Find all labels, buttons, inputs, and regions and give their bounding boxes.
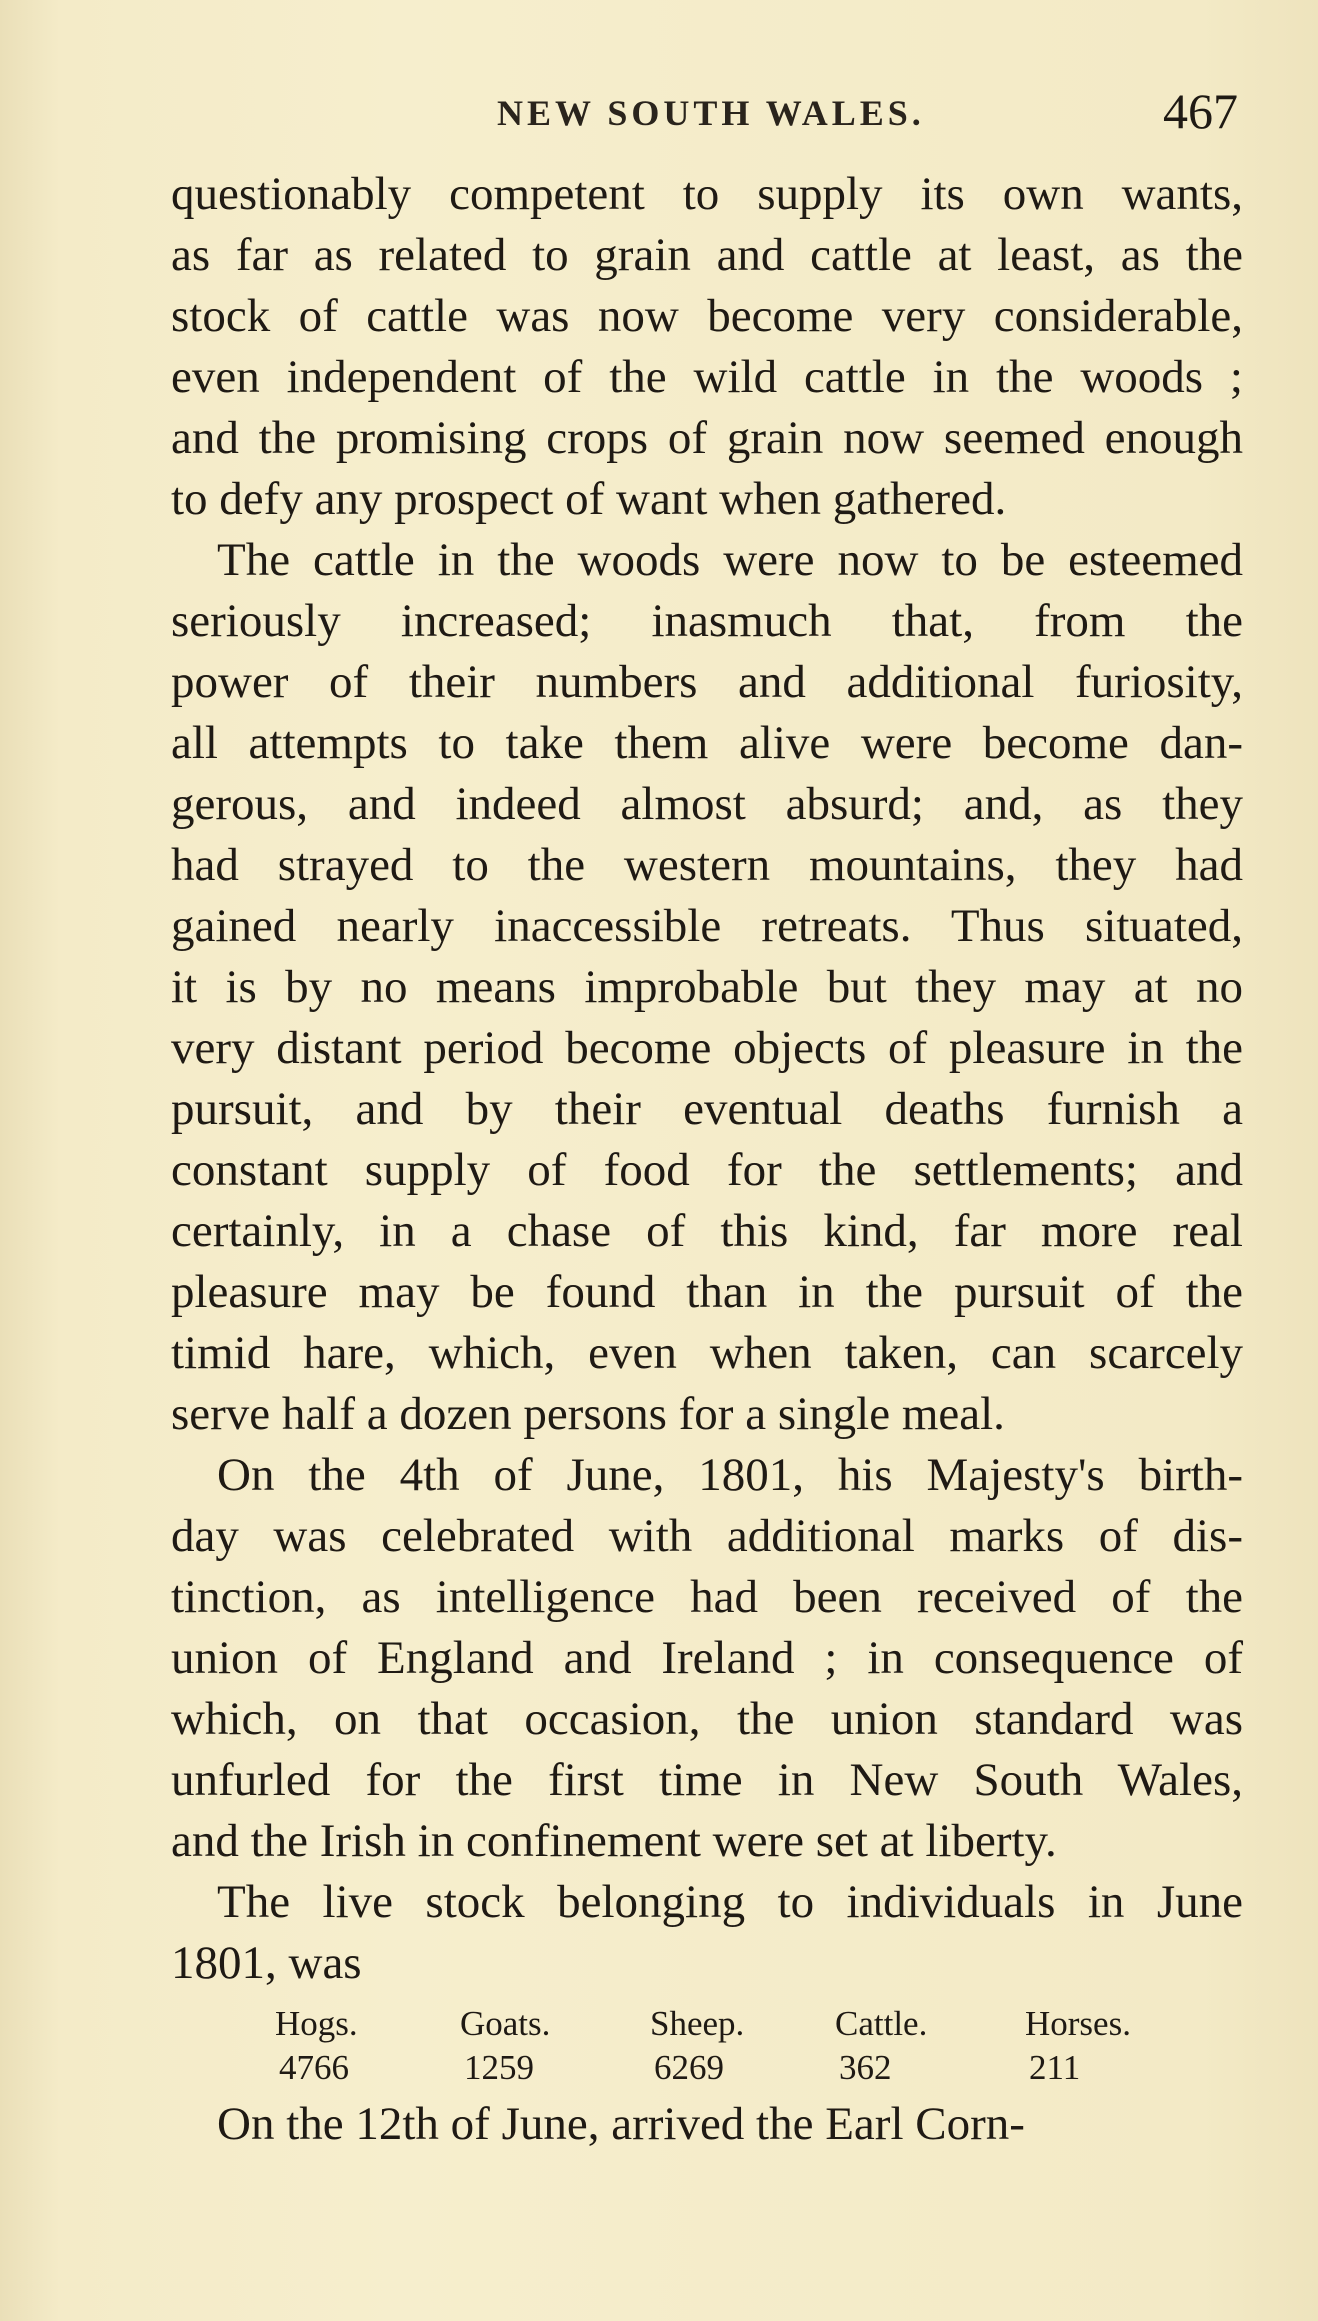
text-line: timid hare, which, even when taken, can scarcely (171, 1327, 1243, 1379)
paragraph-3 (171, 1445, 1243, 1872)
table-header-cell: Hogs. (275, 2004, 358, 2043)
table-value-cell: 1259 (464, 2048, 534, 2087)
paragraph-2 (171, 530, 1243, 1445)
paragraph-1 (171, 164, 1243, 530)
text-line: which, on that occasion, the union standard was (171, 1693, 1243, 1745)
table-header-cell: Cattle. (835, 2004, 928, 2043)
text-line: and the promising crops of grain now seemed enough (171, 412, 1243, 464)
text-line: day was celebrated with additional marks of dis- (171, 1510, 1243, 1562)
text-line: power of their numbers and additional furiosity, (171, 656, 1243, 708)
page-number: 467 (1163, 83, 1238, 139)
text-line: questionably competent to supply its own wants, (171, 168, 1243, 220)
text-line: even independent of the wild cattle in the woods ; (171, 351, 1243, 403)
text-line: On the 4th of June, 1801, his Majesty's birth- (217, 1449, 1243, 1501)
table-header-cell: Horses. (1025, 2004, 1131, 2043)
table-header-cell: Goats. (460, 2004, 551, 2043)
text-line: seriously increased; inasmuch that, from the (171, 595, 1243, 647)
text-line: tinction, as intelligence had been received of the (171, 1571, 1243, 1623)
text-line: as far as related to grain and cattle at least, as the (171, 229, 1243, 281)
text-line: all attempts to take them alive were become dan- (171, 717, 1243, 769)
table-header-cell: Sheep. (650, 2004, 745, 2043)
page-header (0, 82, 1318, 142)
text-line: gerous, and indeed almost absurd; and, as they (171, 778, 1243, 830)
text-line: The cattle in the woods were now to be esteemed (217, 534, 1243, 586)
text-line: stock of cattle was now become very considerable, (171, 290, 1243, 342)
table-value-cell: 211 (1029, 2048, 1081, 2087)
text-line: 1801, was (171, 1937, 362, 1989)
text-line: certainly, in a chase of this kind, far more real (171, 1205, 1243, 1257)
table-value-cell: 6269 (654, 2048, 724, 2087)
table-value-cell: 4766 (279, 2048, 349, 2087)
text-line: very distant period become objects of pleasure in the (171, 1022, 1243, 1074)
text-line: union of England and Ireland ; in consequence of (171, 1632, 1243, 1684)
text-line: gained nearly inaccessible retreats. Thus situated, (171, 900, 1243, 952)
paragraph-4 (171, 1872, 1243, 1994)
text-line: pursuit, and by their eventual deaths furnish a (171, 1083, 1243, 1135)
text-line: serve half a dozen persons for a single meal. (171, 1388, 1005, 1440)
text-line: The live stock belonging to individuals in June (217, 1876, 1243, 1928)
closing-line: On the 12th of June, arrived the Earl Corn- (217, 2098, 1025, 2150)
text-line: and the Irish in confinement were set at liberty. (171, 1815, 1057, 1867)
running-head: NEW SOUTH WALES. (497, 93, 925, 133)
text-line: to defy any prospect of want when gathered. (171, 473, 1007, 525)
livestock-table (271, 2002, 1271, 2090)
text-line: constant supply of food for the settlements; and (171, 1144, 1243, 1196)
text-line: had strayed to the western mountains, they had (171, 839, 1243, 891)
text-line: pleasure may be found than in the pursuit of the (171, 1266, 1243, 1318)
body-text (171, 164, 1243, 2155)
table-value-cell: 362 (839, 2048, 892, 2087)
text-line: unfurled for the first time in New South Wales, (171, 1754, 1243, 1806)
text-line: it is by no means improbable but they may at no (171, 961, 1243, 1013)
